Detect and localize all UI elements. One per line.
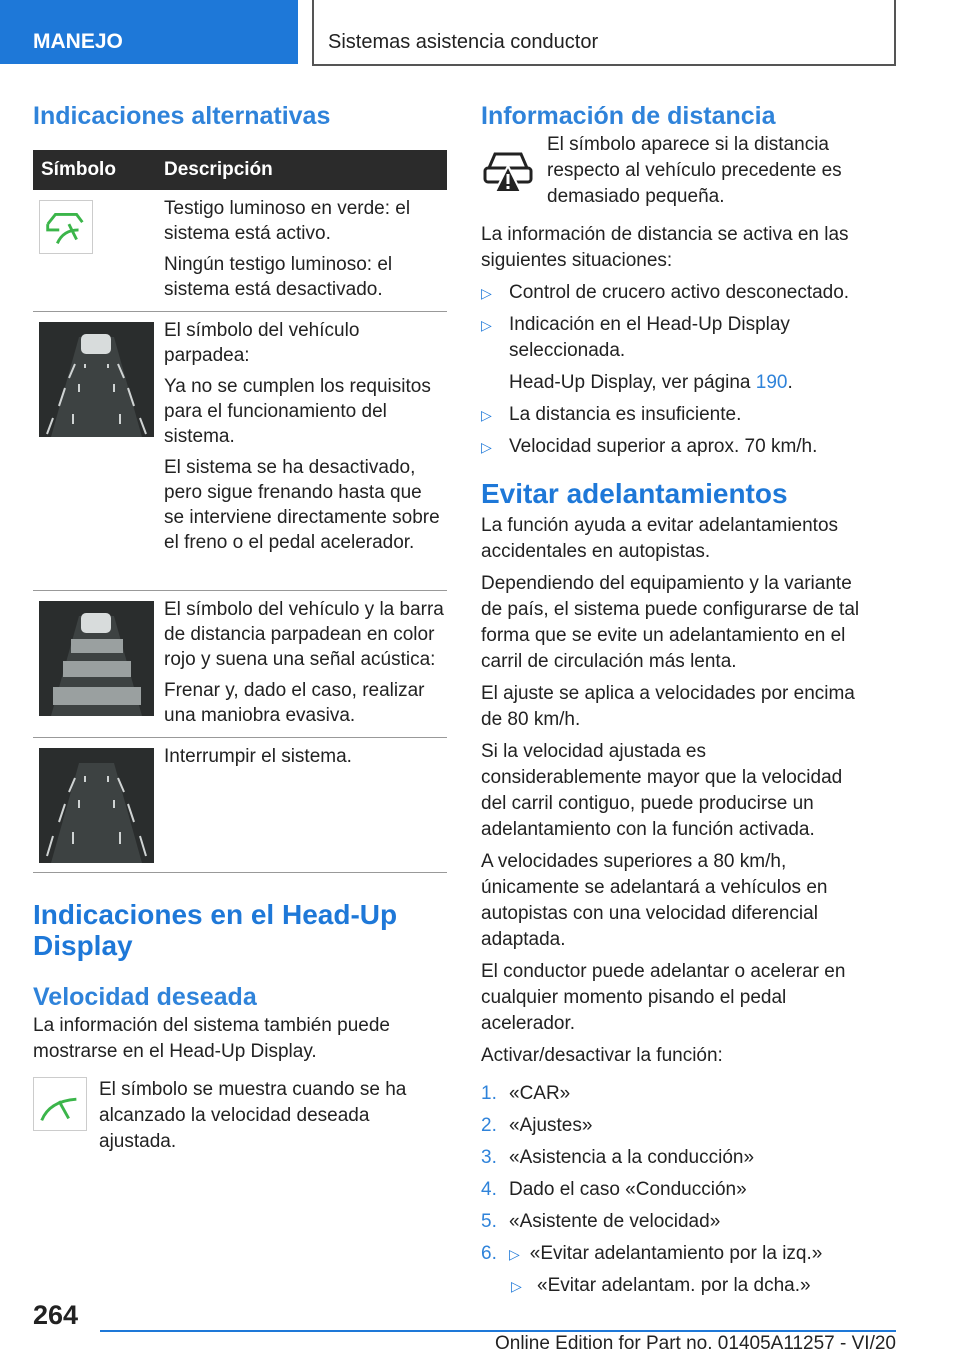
hud-heading: Indicaciones en el Head-Up Display [33,899,398,961]
bullet-triangle-icon: ▷ [511,1278,522,1294]
table-row [33,312,447,591]
page-number: 264 [33,1300,79,1330]
steps-list [481,1081,867,1267]
distance-symbol-block [481,132,867,210]
paragraph: Dependiendo del equipamiento y la variante de país, el sistema puede configurarse de tal forma que se evite un adelantamiento en el carril de circulación más lenta. [481,573,860,672]
description-line: El símbolo del vehículo parpadea: [164,320,360,366]
table-row [33,190,447,312]
bullet-triangle-icon: ▷ [481,317,492,333]
description-line: El sistema se ha desactivado, pero sigue frenando hasta que se interviene directamente sobre el freno o el pedal acelerador. [164,457,440,553]
speed-symbol-text: El símbolo se muestra cuando se ha alcanzado la velocidad deseada ajustada. [99,1079,407,1152]
chapter-header [312,0,896,66]
distance-conditions-list [481,280,867,460]
list-item: ▷ «Evitar adelantam. por la dcha.» [481,1273,867,1299]
paragraph: Si la velocidad ajustada es considerablemente mayor que la velocidad del carril contiguo, puede producirse un adelantamiento con la función activada. [481,741,843,840]
distance-info-heading: Información de distancia [481,102,776,130]
list-item: 1. «CAR» [481,1083,571,1104]
bullet-triangle-icon: ▷ [481,285,492,301]
list-item: ▷ Indicación en el Head-Up Display seleccionada. Head-Up Display, ver página 190. [481,314,793,393]
symbol-table [33,150,447,873]
sub-options-list [481,1273,867,1299]
table-header [33,150,447,190]
paragraph: La función ayuda a evitar adelantamientos accidentales en autopistas. [481,515,839,562]
description-cell [157,312,447,590]
list-item: 3. «Asistencia a la conducción» [481,1147,755,1168]
col-header-description: Descripción [164,159,273,180]
table-row [33,738,447,873]
footer-divider [100,1330,896,1332]
list-item: 6. ▷ «Evitar adelantamiento por la izq.» [481,1243,823,1264]
description-cell [157,591,447,737]
speed-symbol-block [33,1077,447,1155]
description-cell [157,738,447,872]
page-link[interactable]: 190 [755,372,788,393]
list-item: 2. «Ajustes» [481,1115,593,1136]
list-item: 4. Dado el caso «Conducción» [481,1179,747,1200]
list-item: 5. «Asistente de velocidad» [481,1211,721,1232]
paragraph: El ajuste se aplica a velocidades por encima de 80 km/h. [481,683,855,730]
bullet-triangle-icon: ▷ [481,439,492,455]
col-header-symbol: Símbolo [41,159,116,180]
symbol-cell [33,312,157,590]
distance-warning-car-icon [481,144,535,198]
distance-symbol-text: El símbolo aparece si la distancia respecto al vehículo precedente es demasiado pequeña. [547,134,842,207]
description-line: Frenar y, dado el caso, realizar una maniobra evasiva. [164,680,425,726]
desired-speed-heading: Velocidad deseada [33,983,257,1011]
edition-text: Online Edition for Part no. 01405A11257 - VI/20 [494,1333,896,1354]
empty-lane-icon [39,748,154,863]
right-column [481,100,867,1305]
table-row [33,591,447,738]
section-tab[interactable] [0,0,298,64]
list-item: ▷ La distancia es insuficiente. [481,402,867,428]
list-item: ▷ Velocidad superior a aprox. 70 km/h. [481,434,867,460]
alt-indications-heading: Indicaciones alternativas [33,102,331,130]
list-item: ▷ Control de crucero activo desconectado. [481,280,867,306]
symbol-cell [33,190,157,311]
speed-reached-icon [33,1077,87,1131]
left-column [33,100,447,1155]
bullet-triangle-icon: ▷ [481,407,492,423]
description-cell [157,190,447,311]
paragraph: Activar/desactivar la función: [481,1045,723,1066]
description-line: El símbolo del vehículo y la barra de distancia parpadean en color rojo y suena una señal acústica: [164,599,444,670]
paragraph: El conductor puede adelantar o acelerar en cualquier momento pisando el pedal acelerador. [481,961,846,1034]
description-line: Ningún testigo luminoso: el sistema está desactivado. [164,254,393,300]
avoid-overtaking-heading: Evitar adelantamientos [481,478,788,509]
bullet-triangle-icon: ▷ [509,1246,520,1262]
paragraph: A velocidades superiores a 80 km/h, únicamente se adelantará a vehículos en autopistas con una velocidad diferencial adaptada. [481,851,828,950]
description-line: Testigo luminoso en verde: el sistema está activo. [164,198,411,244]
description-line: Interrumpir el sistema. [164,746,352,767]
vehicle-distance-bars-icon [39,601,154,716]
description-line: Ya no se cumplen los requisitos para el funcionamiento del sistema. [164,376,431,447]
speed-limiter-green-icon [39,200,93,254]
distance-intro: La información de distancia se activa en las siguientes situaciones: [481,224,849,271]
section-title: MANEJO [33,30,123,53]
vehicle-lane-icon [39,322,154,437]
symbol-cell [33,738,157,872]
desired-speed-intro: La información del sistema también puede mostrarse en el Head-Up Display. [33,1015,390,1062]
symbol-cell [33,591,157,737]
chapter-title: Sistemas asistencia conductor [328,31,599,53]
